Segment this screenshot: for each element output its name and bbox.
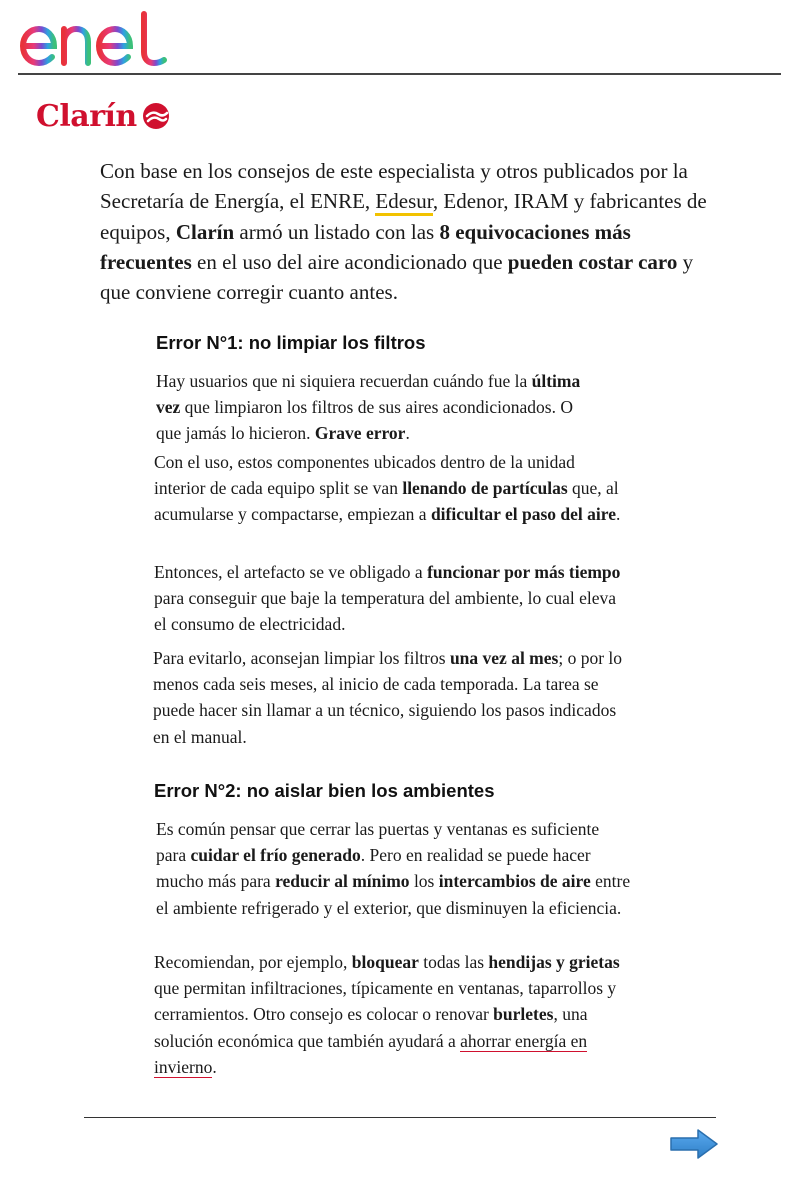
body-bold: dificultar el paso del aire — [430, 504, 616, 525]
body-text: Hay usuarios que ni siquiera recuerdan cuándo fue la — [156, 371, 532, 391]
body-bold: intercambios de aire — [438, 871, 591, 892]
intro-bold: Clarín — [175, 219, 235, 244]
error1-paragraph-2 — [154, 449, 624, 528]
clarin-logo-text: Clarín — [36, 98, 137, 134]
body-text: entre el ambiente refrigerado y el exterior, que disminuyen la eficiencia. — [156, 871, 631, 918]
body-text: que limpiaron los filtros de sus aires acondicionados. O que jamás lo hicieron. — [156, 397, 573, 444]
intro-text: , Edenor, IRAM y fabricantes de equipos, — [100, 189, 707, 244]
error1-title: Error N°1: no limpiar los filtros — [156, 332, 426, 353]
body-text: Con el uso, estos componentes ubicados dentro de la unidad interior de cada equipo split se van — [154, 452, 575, 499]
body-text: los — [409, 871, 439, 892]
body-text: . Pero en realidad se puede hacer mucho más para — [156, 845, 591, 892]
enel-logo — [18, 8, 170, 68]
ahorrar-energia-link[interactable]: ahorrar energía en invierno — [154, 1030, 588, 1077]
body-text: que permitan infiltraciones, típicamente en ventanas, taparrollos y cerramientos. Otro consejo es colocar o renovar — [154, 978, 617, 1025]
error2-paragraph-2 — [154, 949, 630, 1080]
body-text: Recomiendan, por ejemplo, — [154, 952, 352, 972]
body-bold: última vez — [156, 371, 581, 418]
clarin-mark-icon — [141, 101, 171, 131]
body-bold: Grave error — [314, 423, 406, 444]
body-text: . — [405, 423, 410, 444]
intro-bold: pueden costar caro — [507, 249, 678, 274]
error2-paragraph-1 — [156, 816, 632, 921]
edesur-link[interactable]: Edesur — [375, 189, 432, 216]
body-text: Para evitarlo, aconsejan limpiar los filtros — [153, 648, 450, 668]
intro-paragraph — [100, 156, 720, 307]
error1-paragraph-3 — [154, 559, 624, 638]
body-text: . — [616, 504, 621, 525]
intro-text: y que conviene corregir cuanto antes. — [100, 249, 694, 305]
body-text: que, al acumularse y compactarse, empiezan a — [154, 478, 619, 525]
body-text: todas las — [418, 952, 489, 972]
error1-paragraph-1 — [156, 368, 596, 447]
body-bold: funcionar por más tiempo — [427, 562, 621, 582]
body-text: ; o por lo menos cada seis meses, al inicio de cada temporada. La tarea se puede hacer sin llamar a un técnico, siguiendo los pasos indicados en el manual. — [153, 648, 623, 747]
error2-title: Error N°2: no aislar bien los ambientes — [154, 780, 495, 801]
body-bold: burletes — [493, 1004, 554, 1025]
body-bold: llenando de partículas — [402, 478, 568, 499]
body-bold: una vez al mes — [449, 648, 559, 668]
intro-text: armó un listado con las — [234, 219, 440, 244]
body-text: para conseguir que baje la temperatura del ambiente, lo cual eleva el consumo de electricidad. — [154, 588, 617, 635]
error1-paragraph-4 — [153, 645, 631, 750]
body-bold: hendijas y grietas — [488, 952, 620, 972]
arrow-right-icon[interactable] — [668, 1126, 720, 1162]
body-text: Es común pensar que cerrar las puertas y ventanas es suficiente para — [156, 819, 600, 866]
body-text: . — [212, 1056, 217, 1077]
footer-divider — [84, 1117, 716, 1118]
clarin-logo — [36, 96, 171, 136]
body-bold: bloquear — [351, 952, 419, 972]
intro-text: Con base en los consejos de este especialista y otros publicados por la Secretaría de Energía, el ENRE, — [100, 159, 688, 214]
body-text: Entonces, el artefacto se ve obligado a — [154, 562, 428, 582]
body-text: , una solución económica que también ayudará a — [154, 1004, 588, 1051]
header-divider — [18, 73, 781, 75]
intro-bold: 8 equivocaciones más frecuentes — [100, 219, 631, 274]
intro-text: en el uso del aire acondicionado que — [191, 249, 508, 274]
body-bold: cuidar el frío generado — [190, 845, 361, 866]
body-bold: reducir al mínimo — [275, 871, 410, 892]
